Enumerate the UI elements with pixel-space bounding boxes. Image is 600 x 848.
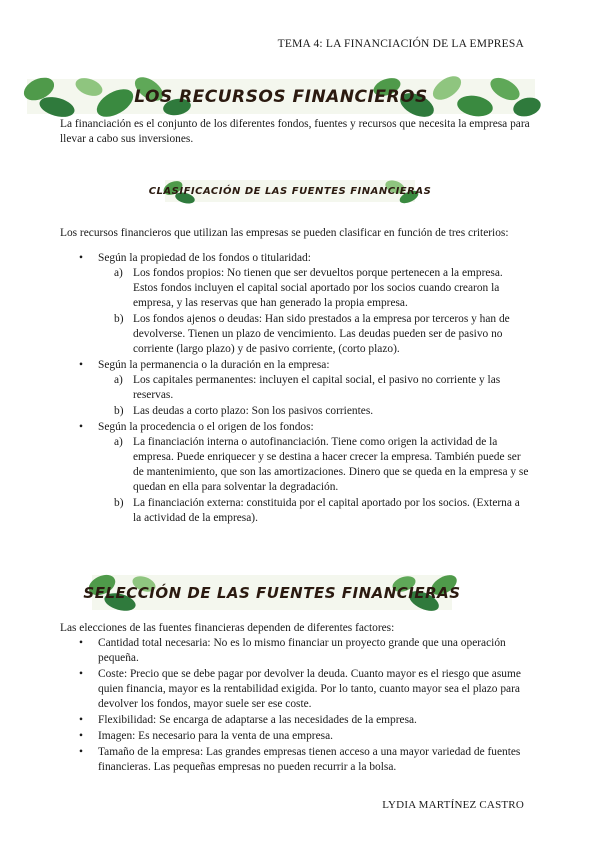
list-item: b) Los fondos ajenos o deudas: Han sido prestados a la empresa por terceros y han de devolverse. Tienen un plazo de vencimiento. Las deudas pueden ser de pasivo no corriente (largo plazo) y de pasivo corriente, (corto plazo). bbox=[114, 313, 510, 355]
list-item: a) La financiación interna o autofinanciación. Tiene como origen la actividad de la empresa. Puede enriquecer y se destina a hacer crecer la empresa. También puede ser de mantenimiento, que son las amortizaciones. Dinero que se queda en la empresa y se quedan en ella para solventar la degradación. bbox=[114, 436, 529, 493]
list-item: a) Los capitales permanentes: incluyen el capital social, el pasivo no corriente y las reservas. bbox=[114, 374, 501, 401]
list-item bbox=[60, 358, 530, 419]
page-header: TEMA 4: LA FINANCIACIÓN DE LA EMPRESA bbox=[277, 38, 524, 50]
section-title: SELECCIÓN DE LAS FUENTES FINANCIERAS bbox=[83, 583, 461, 602]
criterion-label: Según la permanencia o la duración en la empresa: bbox=[98, 359, 330, 371]
section-title: CLASIFICACIÓN DE LAS FUENTES FINANCIERAS bbox=[148, 185, 432, 197]
factors-list bbox=[60, 636, 530, 775]
list-item: a) Los fondos propios: No tienen que ser devueltos porque pertenecen a la empresa. Estos fondos incluyen el capital social aportado por los socios cuando crearon la empresa, y las reservas que han generado la propia empresa. bbox=[114, 267, 503, 309]
section-banner-clasificacion bbox=[148, 180, 432, 202]
section-banner-recursos bbox=[27, 79, 535, 114]
list-item: • Tamaño de la empresa: Las grandes empresas tienen acceso a una mayor variedad de fuentes financieras. Las pequeñas empresas no pueden recurrir a la bolsa. bbox=[60, 745, 530, 775]
list-item bbox=[60, 420, 530, 526]
section-banner-seleccion bbox=[83, 575, 461, 610]
sub-list bbox=[98, 266, 530, 357]
list-item: • Coste: Precio que se debe pagar por devolver la deuda. Cuanto mayor es el riesgo que asume quien financia, mayor es la rentabilidad exigida. Por lo tanto, cuanto mayor sea el plazo para devolver los fondos, mayor suele ser ese coste. bbox=[60, 667, 530, 712]
page-footer: LYDIA MARTÍNEZ CASTRO bbox=[382, 799, 524, 811]
sub-list bbox=[98, 435, 530, 526]
list-item bbox=[60, 251, 530, 357]
list-item: b) Las deudas a corto plazo: Son los pasivos corrientes. bbox=[114, 405, 374, 417]
criterion-label: Según la procedencia o el origen de los fondos: bbox=[98, 421, 314, 433]
section-intro-clasificacion: Los recursos financieros que utilizan las empresas se pueden clasificar en función de tres criterios: bbox=[60, 227, 509, 239]
list-item: • Cantidad total necesaria: No es lo mismo financiar un proyecto grande que una operación pequeña. bbox=[60, 636, 530, 666]
list-item: • Imagen: Es necesario para la venta de una empresa. bbox=[60, 729, 530, 744]
sub-list bbox=[98, 373, 530, 419]
section-intro-seleccion: Las elecciones de las fuentes financieras dependen de diferentes factores: bbox=[60, 622, 395, 634]
criterion-label: Según la propiedad de los fondos o titularidad: bbox=[98, 252, 311, 264]
list-item: b) La financiación externa: constituida por el capital aportado por los socios. (Externa a la actividad de la empresa). bbox=[114, 497, 520, 524]
criteria-list bbox=[60, 251, 530, 526]
section-title: LOS RECURSOS FINANCIEROS bbox=[134, 86, 428, 107]
list-item: • Flexibilidad: Se encarga de adaptarse a las necesidades de la empresa. bbox=[60, 713, 530, 728]
section-intro-recursos: La financiación es el conjunto de los diferentes fondos, fuentes y recursos que necesita la empresa para llevar a cabo sus inversiones. bbox=[60, 118, 530, 145]
